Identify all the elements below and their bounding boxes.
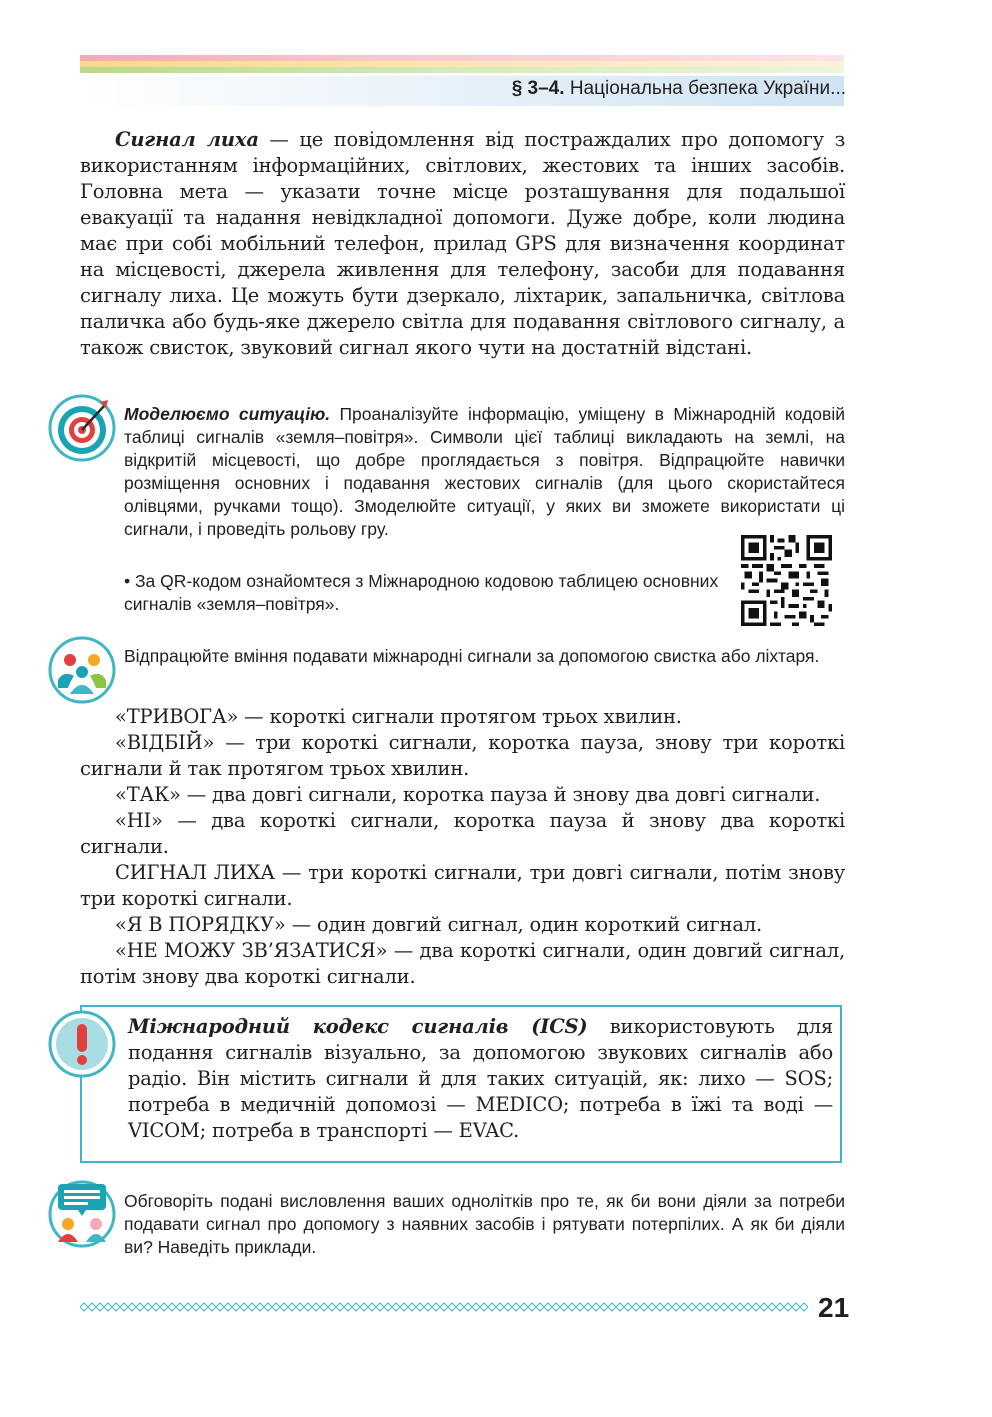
info-body: використовують для подання сигналів візуально, за допомогою звукових сигналів або радіо. Він містить сигнали й для таких ситуацій, як: лихо — SOS; потреба в медичній допомозі — MEDICO; потреба в їжі та воді — VICOM; потреба в транспорті — EVAC.: [128, 1015, 833, 1142]
signal-distress: СИГНАЛ ЛИХА — три короткі сигнали, три довгі сигнали, потім знову три короткі сигнали.: [80, 861, 845, 910]
target-icon: [48, 394, 116, 462]
discussion-icon: [48, 1180, 116, 1248]
section-number: § 3–4.: [511, 78, 565, 99]
signals-list: [80, 704, 845, 990]
practice-task: Відпрацюйте вміння подавати міжнародні сигнали за допомогою свистка або ліхтаря.: [124, 646, 820, 666]
info-box-text: [128, 1014, 833, 1144]
signal-alarm: «ТРИВОГА» — короткі сигнали протягом трьох хвилин.: [115, 705, 682, 728]
intro-term: Сигнал лиха: [115, 128, 259, 151]
info-term: Міжнародний кодекс сигналів (ICS): [128, 1015, 588, 1038]
running-header: [512, 78, 846, 100]
qr-note: • За QR-кодом ознайомтеся з Міжнародною кодовою таблицею основних сигналів «земля–повітря».: [124, 571, 719, 614]
section-title: Національна безпека України...: [569, 78, 846, 99]
modeling-title: Моделюємо ситуацію.: [124, 404, 331, 424]
signal-yes: «ТАК» — два довгі сигнали, коротка пауза й знову два довгі сигнали.: [115, 783, 821, 806]
header-decoration: [80, 55, 844, 73]
signal-cannot-connect: «НЕ МОЖУ ЗВ’ЯЗАТИСЯ» — два короткі сигнали, один довгий сигнал, потім знову два короткі сигнали.: [80, 939, 845, 988]
intro-paragraph: [80, 127, 845, 361]
signal-no: «НІ» — два короткі сигнали, коротка пауза й знову два короткі сигнали.: [80, 809, 845, 858]
footer-decoration: [80, 1300, 808, 1314]
page-number: 21: [818, 1292, 850, 1323]
signal-all-clear: «ВІДБІЙ» — три короткі сигнали, коротка пауза, знову три короткі сигнали й так протягом трьох хвилин.: [80, 731, 845, 780]
group-icon: [48, 636, 116, 704]
discussion-task: Обговоріть подані висловлення ваших однолітків про те, як би вони діяли за потреби подавати сигнал про допомогу з наявних засобів і рятувати потерпілих. А як би діяли ви? Наведіть приклади.: [124, 1191, 845, 1257]
modeling-text: Проаналізуйте інформацію, уміщену в Міжнародній кодовій таблиці сигналів «земля–повітря». Символи цієї таблиці викладають на землі, на відкритій місцевості, що добре проглядається з повітря. Відпрацюйте навички розміщення основних і подавання жестових сигналів (для цього скористайтеся олівцями, ручками тощо). Змоделюйте ситуації, у яких ви зможете використати ці сигнали, і проведіть рольову гру.: [124, 404, 845, 539]
exclamation-icon: [48, 1010, 116, 1078]
signal-ok: «Я В ПОРЯДКУ» — один довгий сигнал, один короткий сигнал.: [115, 913, 762, 936]
intro-text: — це повідомлення від постраждалих про допомогу з використанням інформаційних, світлових, жестових та інших засобів. Головна мета — указати точне місце розташування для подальшої евакуації та надання невідкладної допомоги. Дуже добре, коли людина має при собі мобільний телефон, прилад GPS для визначення координат на місцевості, джерела живлення для телефону, засоби для подавання сигналу лиха. Це можуть бути дзеркало, ліхтарик, запальничка, світлова паличка або будь-яке джерело світла для подавання світлового сигналу, а також свисток, звуковий сигнал якого чути на достатній відстані.: [80, 128, 846, 359]
modeling-task: [124, 403, 845, 541]
qr-code[interactable]: [741, 535, 832, 626]
